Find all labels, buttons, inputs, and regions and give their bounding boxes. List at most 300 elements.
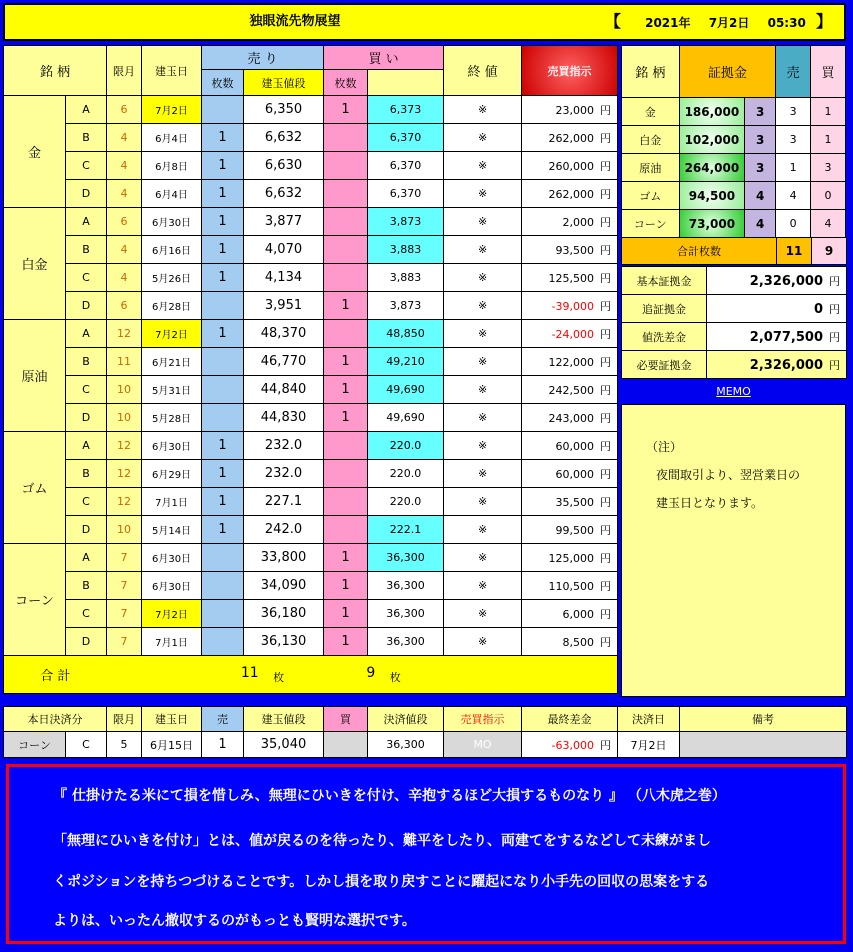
position-buy xyxy=(324,264,368,292)
yen-unit: 円 xyxy=(600,495,612,509)
position-diff-value: 8,500 xyxy=(562,635,595,649)
memo-title: MEMO xyxy=(716,385,751,398)
position-price: 4,134 xyxy=(244,264,324,292)
position-month: 4 xyxy=(107,236,142,264)
position-row xyxy=(4,180,618,208)
header-instruction: 売買指示 xyxy=(522,46,618,96)
position-date: 7月2日 xyxy=(142,600,202,628)
position-price: 6,630 xyxy=(244,152,324,180)
position-price: 3,877 xyxy=(244,208,324,236)
summary-row xyxy=(622,323,847,351)
position-row xyxy=(4,292,618,320)
position-buy xyxy=(324,152,368,180)
position-date: 6月8日 xyxy=(142,152,202,180)
position-instruction: ※ xyxy=(444,376,522,404)
position-date: 7月2日 xyxy=(142,96,202,124)
position-date: 7月2日 xyxy=(142,320,202,348)
margin-buy: 1 xyxy=(811,98,846,126)
position-price: 6,632 xyxy=(244,180,324,208)
margin-buy: 1 xyxy=(811,126,846,154)
position-diff xyxy=(522,292,618,320)
header-buy: 買 い xyxy=(324,46,444,70)
position-label: B xyxy=(66,460,107,488)
position-diff-value: 60,000 xyxy=(555,439,595,453)
summary-yen: 円 xyxy=(829,274,840,288)
position-sell: 1 xyxy=(202,124,244,152)
settled-note xyxy=(680,732,847,758)
position-close: 6,370 xyxy=(368,124,444,152)
position-price: 36,130 xyxy=(244,628,324,656)
margin-mult: 3 xyxy=(745,98,776,126)
position-diff-value: 60,000 xyxy=(555,467,595,481)
margin-amount: 94,500 xyxy=(679,182,745,210)
position-label: C xyxy=(66,488,107,516)
margin-sell: 4 xyxy=(776,182,811,210)
memo-box xyxy=(621,404,846,697)
position-buy: 1 xyxy=(324,544,368,572)
position-close: 36,300 xyxy=(368,628,444,656)
position-diff xyxy=(522,320,618,348)
position-month: 7 xyxy=(107,600,142,628)
position-close: 36,300 xyxy=(368,544,444,572)
yen-unit: 円 xyxy=(600,215,612,229)
position-label: A xyxy=(66,544,107,572)
position-row xyxy=(4,628,618,656)
position-diff-value: 262,000 xyxy=(548,187,595,201)
settled-settle-price: 36,300 xyxy=(368,732,444,758)
margin-row xyxy=(622,126,846,154)
margin-mult: 4 xyxy=(745,210,776,238)
yen-unit: 円 xyxy=(600,299,612,313)
position-month: 6 xyxy=(107,96,142,124)
commodity-name: 白金 xyxy=(4,208,66,320)
position-instruction: ※ xyxy=(444,600,522,628)
position-diff-value: 122,000 xyxy=(548,355,595,369)
position-price: 3,951 xyxy=(244,292,324,320)
yen-unit: 円 xyxy=(600,439,612,453)
memo-line-1: （注） xyxy=(646,440,683,454)
position-buy xyxy=(324,124,368,152)
settled-header-date: 建玉日 xyxy=(142,707,202,732)
margin-buy: 4 xyxy=(811,210,846,238)
position-sell: 1 xyxy=(202,152,244,180)
settled-header-inst: 売買指示 xyxy=(444,707,522,732)
total-buy-unit: 枚 xyxy=(389,670,401,684)
settled-header-final: 最終差金 xyxy=(522,707,618,732)
position-close: 6,370 xyxy=(368,180,444,208)
position-diff-value: 2,000 xyxy=(562,215,595,229)
summary-value xyxy=(707,267,847,295)
position-diff xyxy=(522,152,618,180)
settled-buy xyxy=(324,732,368,758)
position-row xyxy=(4,488,618,516)
margin-sell: 1 xyxy=(776,154,811,182)
header-date: 建玉日 xyxy=(142,46,202,96)
summary-label: 必要証拠金 xyxy=(622,351,707,379)
header-close: 終 値 xyxy=(444,46,522,96)
settled-header-settle-price: 決済値段 xyxy=(368,707,444,732)
position-close: 220.0 xyxy=(368,432,444,460)
position-diff-value: 93,500 xyxy=(555,243,595,257)
position-diff-value: 35,500 xyxy=(555,495,595,509)
position-diff-value: 110,500 xyxy=(548,579,595,593)
position-diff xyxy=(522,600,618,628)
settled-header-month: 限月 xyxy=(107,707,142,732)
position-price: 33,800 xyxy=(244,544,324,572)
position-close: 6,370 xyxy=(368,152,444,180)
margin-name: 金 xyxy=(622,98,680,126)
position-instruction: ※ xyxy=(444,208,522,236)
position-diff xyxy=(522,628,618,656)
position-diff-value: 262,000 xyxy=(548,131,595,145)
quote-line-4: よりは、いったん撤収するのがもっとも賢明な選択です。 xyxy=(53,913,416,929)
header-month: 限月 xyxy=(107,46,142,96)
position-month: 12 xyxy=(107,432,142,460)
position-close: 220.0 xyxy=(368,460,444,488)
commodity-name: コーン xyxy=(4,544,66,656)
position-price: 34,090 xyxy=(244,572,324,600)
position-sell: 1 xyxy=(202,236,244,264)
title-bar xyxy=(3,3,846,41)
position-buy xyxy=(324,432,368,460)
position-close: 48,850 xyxy=(368,320,444,348)
yen-unit: 円 xyxy=(600,411,612,425)
position-instruction: ※ xyxy=(444,292,522,320)
position-buy: 1 xyxy=(324,572,368,600)
position-diff xyxy=(522,180,618,208)
bracket-close: 】 xyxy=(815,12,832,31)
summary-row xyxy=(622,295,847,323)
position-price: 44,830 xyxy=(244,404,324,432)
position-sell xyxy=(202,404,244,432)
position-sell: 1 xyxy=(202,488,244,516)
position-row xyxy=(4,544,618,572)
position-label: A xyxy=(66,96,107,124)
position-instruction: ※ xyxy=(444,404,522,432)
margin-sell: 3 xyxy=(776,126,811,154)
position-price: 232.0 xyxy=(244,432,324,460)
position-row xyxy=(4,460,618,488)
summary-amount: 2,326,000 xyxy=(749,357,823,373)
position-instruction: ※ xyxy=(444,124,522,152)
position-date: 6月16日 xyxy=(142,236,202,264)
position-buy: 1 xyxy=(324,96,368,124)
margin-total-sell: 11 xyxy=(777,238,812,265)
summary-yen: 円 xyxy=(829,358,840,372)
header-sell: 売 り xyxy=(202,46,324,70)
settled-final xyxy=(522,732,618,758)
position-diff-value: -39,000 xyxy=(551,299,595,313)
quote-box xyxy=(6,764,846,944)
position-month: 11 xyxy=(107,348,142,376)
margin-total-buy: 9 xyxy=(812,238,847,265)
position-date: 7月1日 xyxy=(142,488,202,516)
margin-sell: 0 xyxy=(776,210,811,238)
position-close: 6,373 xyxy=(368,96,444,124)
position-label: A xyxy=(66,208,107,236)
position-close: 36,300 xyxy=(368,572,444,600)
settled-inst: MO xyxy=(444,732,522,758)
position-sell xyxy=(202,96,244,124)
settled-header-sell: 売 xyxy=(202,707,244,732)
settled-name: コーン xyxy=(4,732,66,758)
position-label: A xyxy=(66,320,107,348)
position-sell xyxy=(202,544,244,572)
yen-unit: 円 xyxy=(600,607,612,621)
position-date: 6月21日 xyxy=(142,348,202,376)
position-month: 12 xyxy=(107,460,142,488)
position-buy: 1 xyxy=(324,628,368,656)
position-month: 6 xyxy=(107,208,142,236)
position-diff-value: 242,500 xyxy=(548,383,595,397)
margin-amount: 186,000 xyxy=(679,98,745,126)
commodity-name: 原油 xyxy=(4,320,66,432)
position-sell xyxy=(202,292,244,320)
position-price: 46,770 xyxy=(244,348,324,376)
position-diff xyxy=(522,264,618,292)
position-month: 7 xyxy=(107,544,142,572)
position-date: 6月30日 xyxy=(142,208,202,236)
position-month: 7 xyxy=(107,628,142,656)
position-label: D xyxy=(66,404,107,432)
summary-value xyxy=(707,295,847,323)
summary-amount: 2,326,000 xyxy=(749,273,823,289)
position-sell: 1 xyxy=(202,460,244,488)
settled-settle-date: 7月2日 xyxy=(618,732,680,758)
position-month: 10 xyxy=(107,376,142,404)
yen-unit: 円 xyxy=(600,187,612,201)
settled-header-label: 本日決済分 xyxy=(4,707,107,732)
position-instruction: ※ xyxy=(444,348,522,376)
position-diff-value: 99,500 xyxy=(555,523,595,537)
position-close: 49,690 xyxy=(368,404,444,432)
position-diff xyxy=(522,208,618,236)
position-date: 6月4日 xyxy=(142,124,202,152)
position-sell: 1 xyxy=(202,180,244,208)
position-diff xyxy=(522,572,618,600)
position-instruction: ※ xyxy=(444,572,522,600)
yen-unit: 円 xyxy=(600,159,612,173)
quote-line-1: 『 仕掛けたる米にて損を惜しみ、無理にひいきを付け、辛抱するほど大損するものなり 』 （八木虎之巻） xyxy=(53,788,726,804)
margin-header-sell: 売 xyxy=(776,46,811,98)
position-row xyxy=(4,320,618,348)
position-close: 220.0 xyxy=(368,488,444,516)
position-sell: 1 xyxy=(202,264,244,292)
position-diff xyxy=(522,460,618,488)
position-buy xyxy=(324,208,368,236)
position-diff xyxy=(522,376,618,404)
settled-label: C xyxy=(66,732,107,758)
settled-final-value: -63,000 xyxy=(551,738,594,752)
position-row xyxy=(4,236,618,264)
margin-sell: 3 xyxy=(776,98,811,126)
yen-unit: 円 xyxy=(600,103,612,117)
position-sell xyxy=(202,376,244,404)
date: 7月2日 xyxy=(708,16,750,30)
position-label: C xyxy=(66,600,107,628)
position-row xyxy=(4,572,618,600)
yen-unit: 円 xyxy=(600,635,612,649)
settled-table xyxy=(3,706,847,758)
position-row xyxy=(4,600,618,628)
year: 2021年 xyxy=(645,16,691,30)
position-diff xyxy=(522,348,618,376)
position-label: D xyxy=(66,292,107,320)
position-buy xyxy=(324,516,368,544)
margin-total-label: 合計枚数 xyxy=(622,238,777,265)
position-diff-value: 6,000 xyxy=(562,607,595,621)
commodity-name: ゴム xyxy=(4,432,66,544)
position-diff xyxy=(522,124,618,152)
margin-name: ゴム xyxy=(622,182,680,210)
header-name: 銘 柄 xyxy=(4,46,107,96)
position-sell: 1 xyxy=(202,432,244,460)
position-instruction: ※ xyxy=(444,544,522,572)
position-label: B xyxy=(66,124,107,152)
yen-unit: 円 xyxy=(600,131,612,145)
settled-header-settle-date: 決済日 xyxy=(618,707,680,732)
margin-table xyxy=(621,45,846,238)
position-row xyxy=(4,376,618,404)
position-month: 12 xyxy=(107,488,142,516)
position-close: 3,873 xyxy=(368,208,444,236)
yen-unit: 円 xyxy=(600,579,612,593)
position-row xyxy=(4,348,618,376)
yen-unit: 円 xyxy=(600,467,612,481)
margin-mult: 3 xyxy=(745,154,776,182)
yen-unit: 円 xyxy=(600,243,612,257)
yen-unit: 円 xyxy=(600,327,612,341)
total-sell-unit: 枚 xyxy=(273,670,285,684)
total-buy: 9 xyxy=(366,664,376,681)
position-close: 36,300 xyxy=(368,600,444,628)
settled-month: 5 xyxy=(107,732,142,758)
position-instruction: ※ xyxy=(444,96,522,124)
position-date: 6月29日 xyxy=(142,460,202,488)
margin-amounts xyxy=(621,266,847,379)
position-sell xyxy=(202,572,244,600)
margin-header-buy: 買 xyxy=(811,46,846,98)
position-instruction: ※ xyxy=(444,516,522,544)
summary-value xyxy=(707,323,847,351)
margin-row xyxy=(622,154,846,182)
position-row xyxy=(4,124,618,152)
position-label: A xyxy=(66,432,107,460)
position-row xyxy=(4,96,618,124)
quote-line-2: 「無理にひいきを付け」とは、値が戻るのを待ったり、難平をしたり、両建てをするなどして未練がまし xyxy=(53,833,711,849)
margin-name: コーン xyxy=(622,210,680,238)
position-diff-value: 260,000 xyxy=(548,159,595,173)
page-title: 独眼流先物展望 xyxy=(249,14,341,29)
position-diff xyxy=(522,236,618,264)
position-row xyxy=(4,432,618,460)
position-sell xyxy=(202,628,244,656)
position-buy: 1 xyxy=(324,600,368,628)
yen-unit: 円 xyxy=(600,523,612,537)
margin-row xyxy=(622,182,846,210)
position-month: 12 xyxy=(107,320,142,348)
position-price: 242.0 xyxy=(244,516,324,544)
margin-header-name: 銘 柄 xyxy=(622,46,680,98)
position-buy: 1 xyxy=(324,404,368,432)
position-label: B xyxy=(66,572,107,600)
time: 05:30 xyxy=(767,16,806,30)
summary-label: 追証拠金 xyxy=(622,295,707,323)
position-diff-value: 243,000 xyxy=(548,411,595,425)
position-month: 6 xyxy=(107,292,142,320)
position-price: 6,632 xyxy=(244,124,324,152)
position-date: 6月28日 xyxy=(142,292,202,320)
position-date: 6月30日 xyxy=(142,572,202,600)
commodity-name: 金 xyxy=(4,96,66,208)
position-price: 6,350 xyxy=(244,96,324,124)
position-close: 3,883 xyxy=(368,236,444,264)
position-close: 3,873 xyxy=(368,292,444,320)
margin-name: 白金 xyxy=(622,126,680,154)
margin-mult: 3 xyxy=(745,126,776,154)
summary-row xyxy=(622,267,847,295)
position-instruction: ※ xyxy=(444,628,522,656)
position-date: 6月4日 xyxy=(142,180,202,208)
margin-summary xyxy=(621,237,847,265)
settled-final-yen: 円 xyxy=(600,738,611,752)
position-instruction: ※ xyxy=(444,152,522,180)
position-label: C xyxy=(66,152,107,180)
position-diff xyxy=(522,432,618,460)
margin-mult: 4 xyxy=(745,182,776,210)
position-sell xyxy=(202,600,244,628)
margin-header-margin: 証拠金 xyxy=(679,46,776,98)
position-row xyxy=(4,264,618,292)
summary-row xyxy=(622,351,847,379)
summary-amount: 0 xyxy=(813,301,823,317)
position-buy xyxy=(324,180,368,208)
position-instruction: ※ xyxy=(444,236,522,264)
position-instruction: ※ xyxy=(444,488,522,516)
position-sell: 1 xyxy=(202,516,244,544)
position-buy xyxy=(324,320,368,348)
yen-unit: 円 xyxy=(600,551,612,565)
margin-amount: 73,000 xyxy=(679,210,745,238)
position-label: B xyxy=(66,348,107,376)
margin-buy: 0 xyxy=(811,182,846,210)
total-label: 合 計 xyxy=(4,656,107,694)
position-label: D xyxy=(66,628,107,656)
position-sell: 1 xyxy=(202,208,244,236)
positions-table xyxy=(3,45,618,694)
total-sell: 11 xyxy=(240,664,259,681)
position-close: 49,690 xyxy=(368,376,444,404)
position-price: 4,070 xyxy=(244,236,324,264)
settled-header-buy: 買 xyxy=(324,707,368,732)
position-price: 232.0 xyxy=(244,460,324,488)
margin-row xyxy=(622,210,846,238)
position-instruction: ※ xyxy=(444,264,522,292)
position-close: 49,210 xyxy=(368,348,444,376)
margin-amount: 102,000 xyxy=(679,126,745,154)
position-instruction: ※ xyxy=(444,320,522,348)
position-diff xyxy=(522,96,618,124)
position-diff-value: 125,500 xyxy=(548,271,595,285)
margin-buy: 3 xyxy=(811,154,846,182)
yen-unit: 円 xyxy=(600,383,612,397)
summary-label: 値洗差金 xyxy=(622,323,707,351)
position-row xyxy=(4,208,618,236)
position-label: B xyxy=(66,236,107,264)
position-close: 222.1 xyxy=(368,516,444,544)
summary-yen: 円 xyxy=(829,330,840,344)
position-row xyxy=(4,404,618,432)
